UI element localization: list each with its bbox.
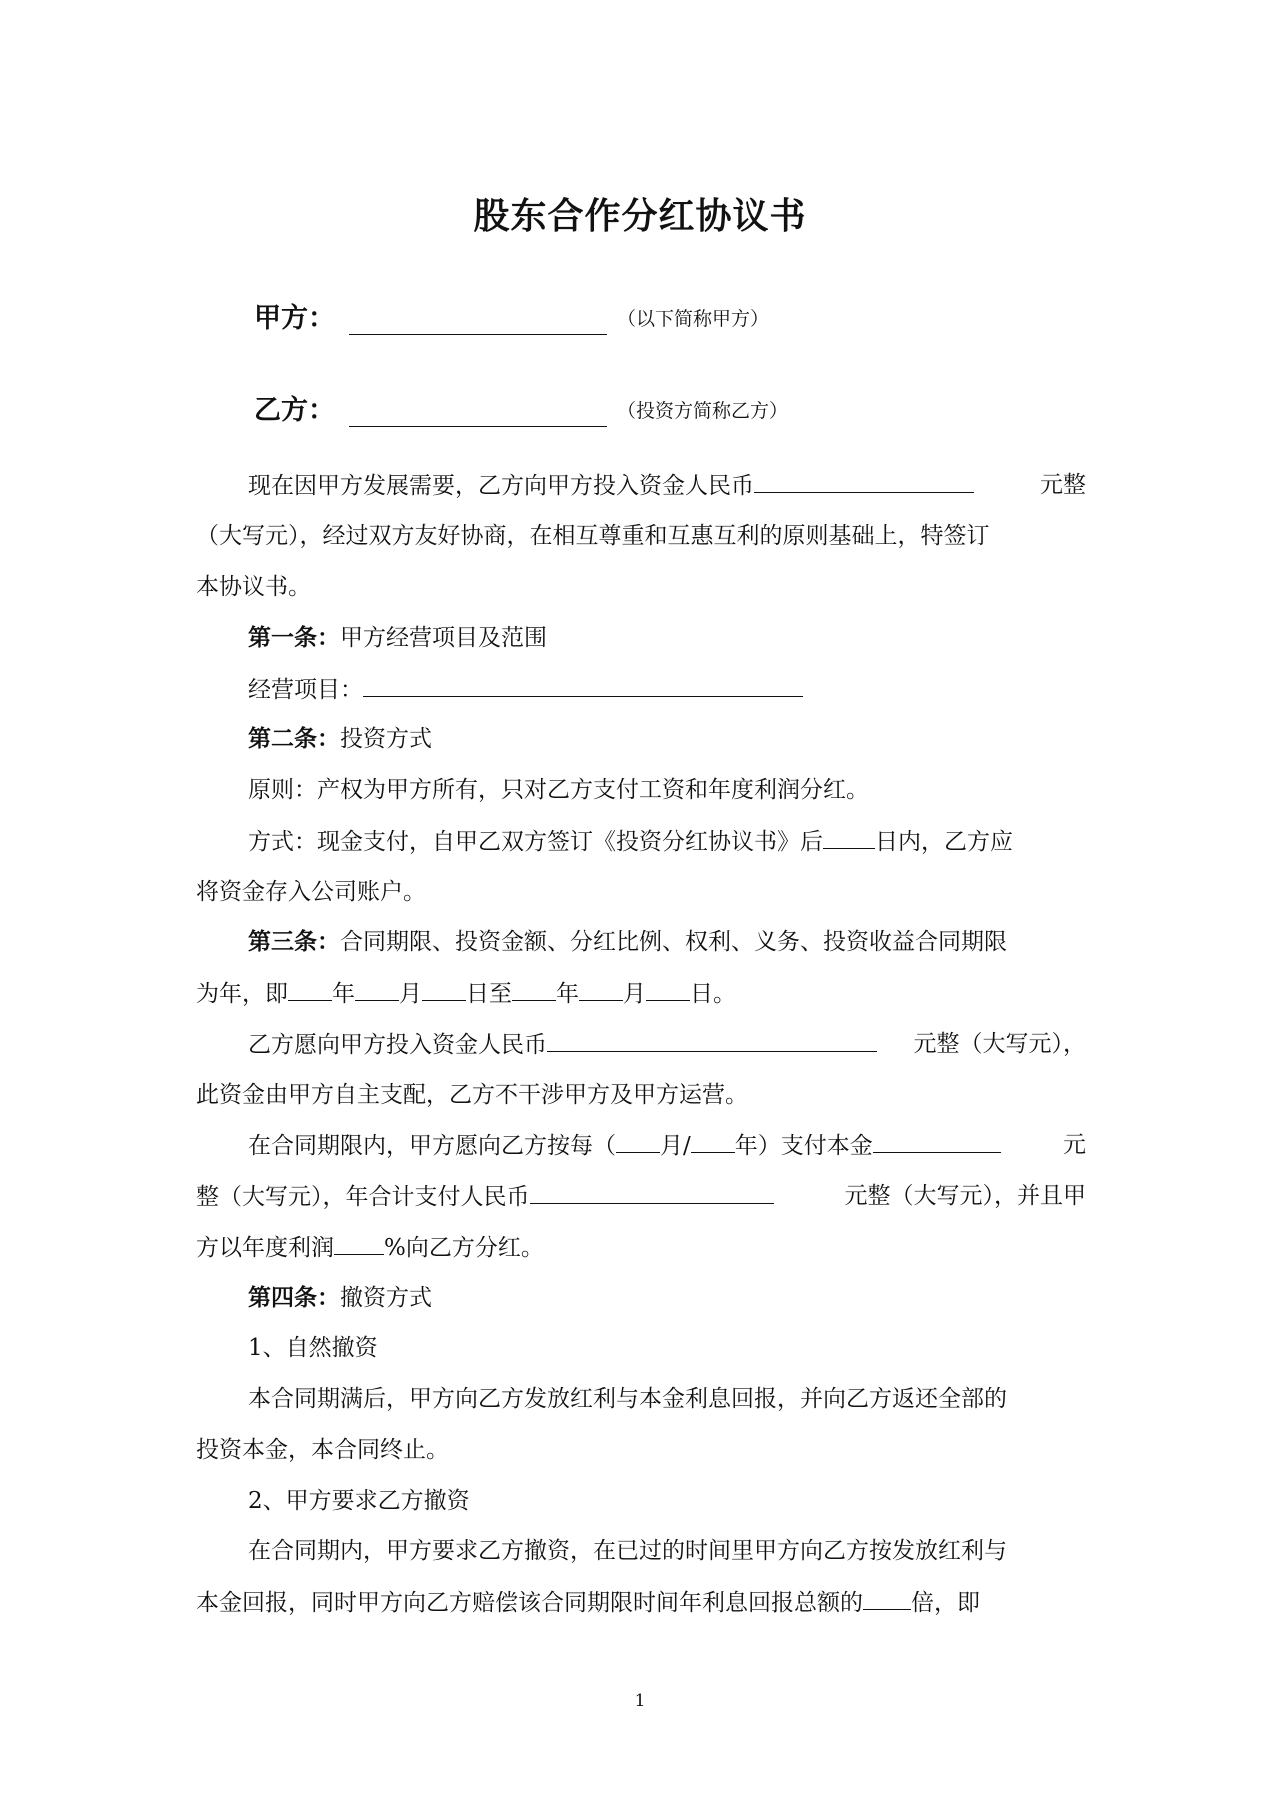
invest-text-b: 元整（大写元）， (913, 1031, 1086, 1057)
article-2-title: 第二条： (248, 725, 340, 752)
invest-amount-blank (547, 1029, 877, 1052)
end-year-blank (512, 978, 556, 1001)
page-number: 1 (634, 1691, 646, 1711)
article-2-text: 投资方式 (340, 726, 432, 752)
invest-line-1 (248, 1029, 1086, 1060)
article-2-heading (248, 724, 1086, 754)
party-a-row (254, 291, 769, 335)
end-day-blank (646, 978, 690, 1001)
section-2-heading (248, 1486, 1086, 1516)
party-a-label: 甲方： (254, 303, 335, 334)
start-month-blank (355, 978, 399, 1001)
party-b-row (254, 383, 788, 427)
end-day-label: 日。 (690, 981, 736, 1007)
term-text: 为年，即 (196, 981, 288, 1007)
business-item-line (248, 674, 1086, 705)
payment-text-a: 在合同期限内，甲方愿向乙方按每（ (248, 1133, 616, 1159)
annual-total-blank (530, 1181, 774, 1204)
intro-text-b: 元整 (1040, 472, 1086, 498)
business-item-blank (363, 674, 803, 697)
method-text-b: 日内，乙方应 (875, 829, 1013, 855)
payment-line-3 (196, 1232, 1086, 1263)
principal-blank (873, 1130, 1001, 1153)
method-text-a: 方式：现金支付，自甲乙双方签订《投资分红协议书》后 (248, 829, 823, 855)
article-3-title: 第三条： (248, 928, 340, 955)
method-text-c: 将资金存入公司账户。 (196, 879, 426, 905)
start-year-blank (288, 978, 332, 1001)
article-4-title: 第四条： (248, 1284, 340, 1311)
payment-text-3a: 方以年度利润 (196, 1235, 334, 1261)
section-1-title: 1、自然撤资 (248, 1335, 378, 1361)
intro-line-3 (196, 572, 1086, 602)
multiple-blank (863, 1587, 911, 1610)
payment-yuan: 元 (1063, 1132, 1086, 1158)
start-day-blank (422, 978, 466, 1001)
start-day-label: 日至 (466, 981, 512, 1007)
section-2-text-1: 在合同期内，甲方要求乙方撤资，在已过的时间里甲方向乙方按发放红利与 (248, 1538, 1007, 1564)
days-blank (823, 826, 875, 849)
party-b-note: （投资方简称乙方） (617, 400, 789, 422)
intro-text-2: （大写元），经过双方友好协商，在相互尊重和互惠互利的原则基础上，特签订 (196, 523, 990, 549)
start-month-label: 月 (399, 981, 422, 1007)
method-line-2 (196, 877, 1086, 907)
end-month-blank (579, 978, 623, 1001)
payment-year-label: 年）支付本金 (734, 1133, 873, 1159)
invest-text-c: 此资金由甲方自主支配，乙方不干涉甲方及甲方运营。 (196, 1082, 748, 1108)
section-2-text-2a: 本金回报，同时甲方向乙方赔偿该合同期限时间年利息回报总额的 (196, 1590, 863, 1616)
payment-month-label: 月/ (660, 1133, 691, 1159)
amount-blank (754, 470, 974, 493)
section-2-line-2 (196, 1587, 1086, 1618)
party-b-label: 乙方： (254, 395, 335, 426)
pay-month-blank (616, 1130, 660, 1153)
payment-line-2 (196, 1181, 1086, 1212)
profit-percent-blank (334, 1232, 384, 1255)
payment-text-2b: 元整（大写元），并且甲 (844, 1183, 1086, 1209)
start-year-label: 年 (332, 981, 355, 1007)
business-item-label: 经营项目： (248, 677, 363, 703)
party-a-blank (349, 304, 607, 335)
payment-line-1 (248, 1130, 1086, 1161)
pay-year-blank (691, 1130, 735, 1153)
section-2-title: 2、甲方要求乙方撤资 (248, 1488, 470, 1514)
payment-text-3b: %向乙方分红。 (384, 1235, 544, 1261)
section-1-text-1: 本合同期满后，甲方向乙方发放红利与本金利息回报，并向乙方返还全部的 (248, 1386, 1007, 1412)
party-b-blank (349, 396, 607, 427)
principle-line (248, 775, 1086, 805)
payment-text-2a: 整（大写元），年合计支付人民币 (196, 1184, 530, 1210)
intro-text-a: 现在因甲方发展需要，乙方向甲方投入资金人民币 (248, 473, 754, 499)
end-month-label: 月 (623, 981, 646, 1007)
term-line (196, 978, 1086, 1009)
section-1-line-2 (196, 1435, 1086, 1465)
intro-text-3: 本协议书。 (196, 574, 311, 600)
article-1-heading (248, 623, 1086, 653)
section-1-text-2: 投资本金，本合同终止。 (196, 1437, 449, 1463)
end-year-label: 年 (556, 981, 579, 1007)
section-2-text-2b: 倍，即 (911, 1590, 980, 1616)
document-title: 股东合作分红协议书 (473, 196, 807, 237)
invest-line-2 (196, 1080, 1086, 1110)
article-4-text: 撤资方式 (340, 1285, 432, 1311)
section-2-line-1 (248, 1536, 1086, 1566)
intro-line-2 (196, 521, 1086, 551)
article-1-title: 第一条： (248, 624, 340, 651)
section-1-line-1 (248, 1384, 1086, 1414)
intro-line-1 (248, 470, 1086, 501)
principle-text: 原则：产权为甲方所有，只对乙方支付工资和年度利润分红。 (248, 777, 869, 803)
article-3-heading (248, 927, 1086, 957)
article-4-heading (248, 1283, 1086, 1313)
invest-text-a: 乙方愿向甲方投入资金人民币 (248, 1032, 547, 1058)
party-a-note: （以下简称甲方） (617, 308, 770, 330)
article-1-text: 甲方经营项目及范围 (340, 625, 547, 651)
section-1-heading (248, 1333, 1086, 1363)
article-3-text: 合同期限、投资金额、分红比例、权利、义务、投资收益合同期限 (340, 929, 1007, 955)
method-line-1 (248, 826, 1086, 857)
